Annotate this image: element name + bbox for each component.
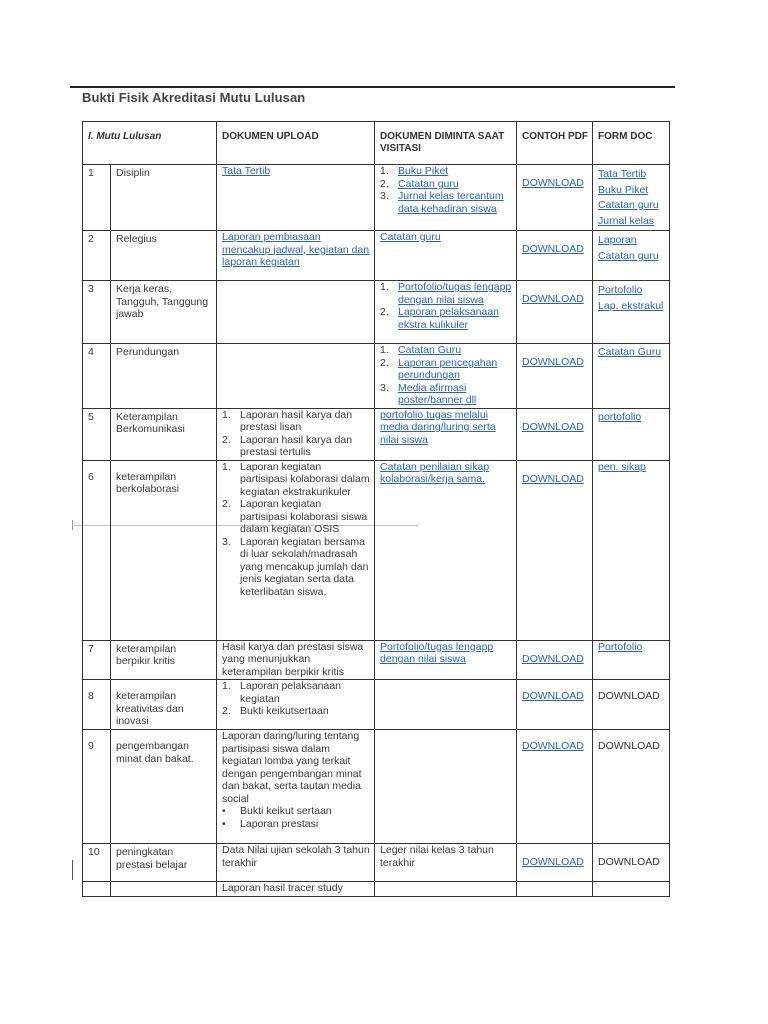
row-number: 9	[83, 730, 111, 844]
table-row	[83, 408, 670, 460]
row-number: 5	[83, 408, 111, 460]
diminta-cell	[375, 281, 517, 344]
form-link[interactable]: Buku Piket	[598, 183, 649, 196]
diminta-cell	[375, 882, 517, 897]
upload-cell	[217, 460, 375, 640]
header-contoh-pdf: CONTOH PDF	[517, 122, 593, 165]
form-cell	[593, 844, 670, 882]
form-link[interactable]: portofolio	[598, 410, 642, 423]
list-marker: 1.	[222, 680, 231, 692]
list-marker: 2.	[380, 306, 389, 318]
form-cell	[593, 231, 670, 281]
list-marker: 3.	[380, 381, 389, 394]
download-link[interactable]: DOWNLOAD	[522, 690, 584, 702]
table-row	[83, 882, 670, 897]
upload-bullet: Laporan prestasi	[240, 817, 319, 830]
list-marker: 2.	[380, 177, 389, 190]
form-link[interactable]: Catatan Guru	[598, 346, 662, 358]
list-marker: 2.	[222, 433, 231, 446]
diminta-cell	[375, 344, 517, 409]
criterion	[111, 882, 217, 897]
upload-cell	[217, 680, 375, 730]
document-title: Bukti Fisik Akreditasi Mutu Lulusan	[82, 90, 306, 105]
contoh-cell	[517, 844, 593, 882]
list-marker: 1.	[222, 408, 231, 421]
upload-link[interactable]: Laporan pembiasaan mencakup jadwal, kegiatan dan laporan kegiatan	[222, 231, 370, 268]
upload-cell	[217, 730, 375, 844]
diminta-cell	[375, 640, 517, 680]
form-cell	[593, 165, 670, 231]
form-link[interactable]: Portofolio Lap. ekstrakul	[598, 284, 664, 312]
list-marker: 2.	[380, 356, 389, 369]
upload-item: Laporan daring/luring tentang partisipasi siswa dalam kegiatan lomba yang terkait dengan pengembangan minat dan bakat, serta tautan media social	[222, 730, 362, 805]
contoh-cell	[517, 680, 593, 730]
list-marker: 1.	[380, 344, 389, 356]
contoh-cell	[517, 882, 593, 897]
table-row	[83, 165, 670, 231]
upload-cell	[217, 165, 375, 231]
download-link[interactable]: DOWNLOAD	[522, 856, 584, 868]
row-number: 1	[83, 165, 111, 231]
download-link[interactable]: DOWNLOAD	[522, 740, 584, 752]
upload-cell	[217, 231, 375, 281]
upload-cell	[217, 281, 375, 344]
form-download[interactable]: DOWNLOAD	[598, 856, 660, 868]
diminta-link[interactable]: portofolio tugas melalui media daring/luring serta nilai siswa	[380, 408, 496, 446]
upload-item: Hasil karya dan prestasi siswa yang menunjukkan keterampilan berpikir kritis	[222, 640, 364, 678]
form-cell	[593, 730, 670, 844]
form-cell	[593, 281, 670, 344]
upload-cell	[217, 882, 375, 897]
contoh-cell	[517, 165, 593, 231]
upload-item: Laporan hasil karya dan prestasi tertulis	[240, 433, 353, 458]
top-rule	[70, 86, 675, 88]
upload-item: Laporan hasil karya dan prestasi lisan	[240, 408, 353, 433]
header-dokumen-diminta: DOKUMEN DIMINTA SAAT VISITASI	[375, 122, 517, 165]
contoh-cell	[517, 408, 593, 460]
form-link[interactable]: Tata Tertib	[598, 168, 647, 180]
criterion: keterampilan berkolaborasi	[111, 460, 217, 640]
diminta-link[interactable]: Catatan Guru	[398, 344, 462, 356]
form-download[interactable]: DOWNLOAD	[598, 690, 660, 702]
download-link[interactable]: DOWNLOAD	[522, 472, 584, 485]
form-cell	[593, 460, 670, 640]
form-link[interactable]: Catatan guru	[598, 199, 659, 211]
download-link[interactable]: DOWNLOAD	[522, 420, 584, 433]
list-marker: 1.	[380, 165, 389, 177]
diminta-link[interactable]: Jurnal kelas tercantum data kehadiran siswa	[398, 190, 504, 215]
table-row	[83, 281, 670, 344]
upload-cell	[217, 844, 375, 882]
contoh-cell	[517, 344, 593, 409]
contoh-cell	[517, 460, 593, 640]
upload-link[interactable]: Tata Tertib	[222, 165, 271, 177]
row-number: 8	[83, 680, 111, 730]
download-link[interactable]: DOWNLOAD	[522, 356, 584, 368]
diminta-item: Leger nilai kelas 3 tahun terakhir	[380, 844, 494, 869]
upload-item: Laporan hasil tracer study	[222, 882, 343, 894]
diminta-cell	[375, 680, 517, 730]
table-row	[83, 640, 670, 680]
list-marker: 1.	[222, 460, 231, 473]
download-link[interactable]: DOWNLOAD	[522, 243, 584, 255]
diminta-link[interactable]: Media afirmasi poster/banner dll	[398, 381, 477, 406]
diminta-cell	[375, 231, 517, 281]
download-link[interactable]: DOWNLOAD	[522, 652, 584, 665]
bullet-marker: •	[222, 817, 226, 830]
diminta-link[interactable]: Catatan guru	[380, 231, 441, 243]
form-link[interactable]: pen. sikap	[598, 460, 646, 473]
criterion: Relegius	[111, 231, 217, 281]
diminta-link[interactable]: Laporan pelaksanaan ekstra kulikuler	[398, 306, 500, 331]
upload-cell	[217, 408, 375, 460]
contoh-cell	[517, 281, 593, 344]
row-number: 7	[83, 640, 111, 680]
table-row	[83, 344, 670, 409]
form-cell	[593, 408, 670, 460]
diminta-link[interactable]: Portofolio/tugas lengapp dengan nilai siswa	[380, 640, 494, 665]
upload-item: Data Nilai ujian sekolah 3 tahun terakhir	[222, 844, 370, 869]
row-number: 3	[83, 281, 111, 344]
form-download[interactable]: DOWNLOAD	[598, 740, 660, 752]
header-form-doc: FORM DOC	[593, 122, 670, 165]
diminta-cell	[375, 844, 517, 882]
download-link[interactable]: DOWNLOAD	[522, 177, 584, 189]
list-marker: 2.	[222, 498, 231, 510]
row-number: 4	[83, 344, 111, 409]
accreditation-table	[82, 121, 670, 897]
list-marker: 3.	[222, 535, 231, 548]
criterion: peningkatan prestasi belajar	[111, 844, 217, 882]
diminta-link[interactable]: Catatan penilaian sikap kolaborasi/kerja sama.	[380, 460, 490, 485]
form-cell	[593, 640, 670, 680]
table-row	[83, 844, 670, 882]
table-row	[83, 680, 670, 730]
upload-cell	[217, 640, 375, 680]
form-link[interactable]: Portofolio	[598, 640, 643, 653]
diminta-cell	[375, 408, 517, 460]
form-cell	[593, 344, 670, 409]
list-marker: 2.	[222, 705, 231, 717]
upload-item: Laporan pelaksanaan kegiatan	[240, 680, 342, 705]
table-row	[83, 730, 670, 844]
header-mutu-lulusan: I. Mutu Lulusan	[83, 122, 217, 165]
form-link[interactable]: Jurnal kelas	[598, 214, 655, 227]
page-edge-mark	[72, 860, 73, 880]
download-link[interactable]: DOWNLOAD	[522, 293, 584, 305]
criterion: Keterampilan Berkomunikasi	[111, 408, 217, 460]
criterion: Perundungan	[111, 344, 217, 409]
upload-item: Laporan kegiatan bersama di luar sekolah/madrasah yang mencakup jumlah dan jenis kegiatan serta data keterlibatan siswa.	[240, 535, 369, 598]
criterion: keterampilan kreativitas dan inovasi	[111, 680, 217, 730]
contoh-cell	[517, 640, 593, 680]
row-number: 6	[83, 460, 111, 640]
row-number	[83, 882, 111, 897]
table-row	[83, 231, 670, 281]
form-cell	[593, 882, 670, 897]
header-dokumen-upload: DOKUMEN UPLOAD	[217, 122, 375, 165]
contoh-cell	[517, 730, 593, 844]
diminta-link[interactable]: Laporan pencegahan perundungan	[398, 356, 498, 381]
criterion: pengembangan minat dan bakat.	[111, 730, 217, 844]
list-marker: 1.	[380, 281, 389, 293]
upload-bullet: Bukti keikut sertaan	[240, 805, 332, 817]
upload-cell	[217, 344, 375, 409]
criterion: keterampilan berpikir kritis	[111, 640, 217, 680]
diminta-link[interactable]: Catatan guru	[398, 177, 459, 190]
upload-item: Laporan kegiatan partisipasi kolaborasi dalam kegiatan ekstrakurikuler	[240, 460, 370, 498]
diminta-link[interactable]: Portofolio/tugas lengapp dengan nilai siswa	[398, 281, 512, 306]
criterion: Kerja keras, Tangguh, Tanggung jawab	[111, 281, 217, 344]
criterion: Disiplin	[111, 165, 217, 231]
table-row	[83, 460, 670, 640]
upload-item: Laporan kegiatan partisipasi kolaborasi siswa dalam kegiatan OSIS	[240, 498, 368, 535]
contoh-cell	[517, 231, 593, 281]
diminta-cell	[375, 460, 517, 640]
bullet-marker: •	[222, 805, 226, 817]
diminta-cell	[375, 165, 517, 231]
row-number: 2	[83, 231, 111, 281]
diminta-cell	[375, 730, 517, 844]
list-marker: 3.	[380, 190, 389, 202]
table-header-row	[83, 122, 670, 165]
diminta-link[interactable]: Buku Piket	[398, 165, 449, 177]
row-number: 10	[83, 844, 111, 882]
form-link[interactable]: Laporan Catatan guru	[598, 234, 659, 262]
upload-item: Bukti keikutsertaan	[240, 705, 329, 717]
form-cell	[593, 680, 670, 730]
